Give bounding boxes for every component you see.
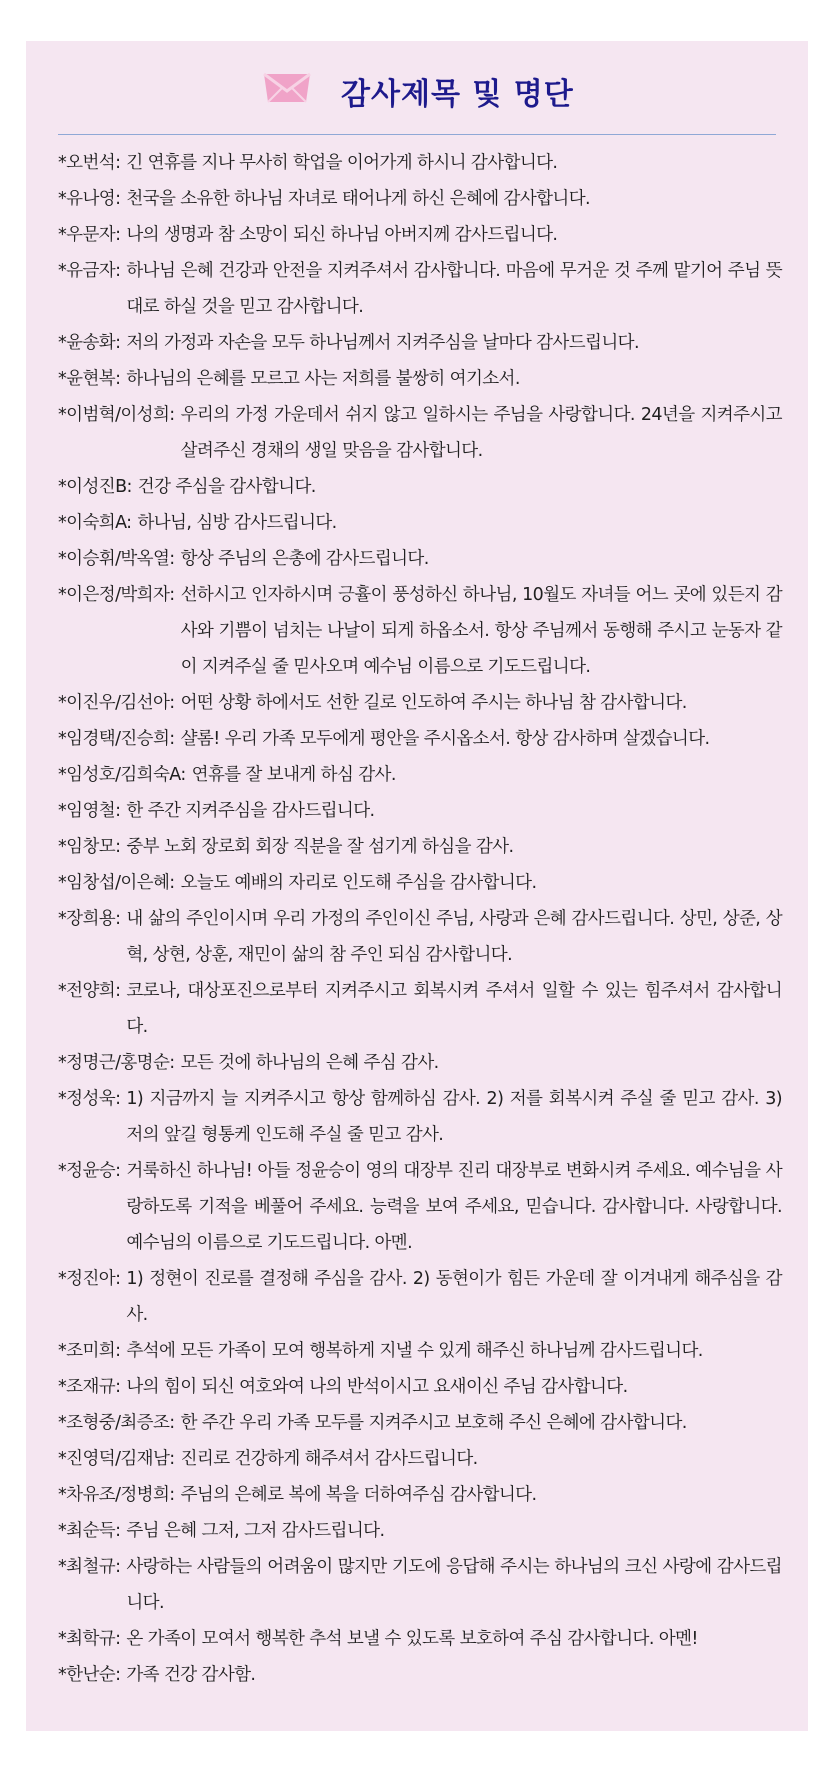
entry-message: 주님 은혜 그저, 그저 감사드립니다. [126, 1521, 385, 1541]
entry-message: 모든 것에 하나님의 은혜 주심 감사. [180, 1053, 439, 1073]
entry-message: 저의 가정과 자손을 모두 하나님께서 지켜주심을 날마다 감사드립니다. [126, 333, 639, 353]
list-item [58, 361, 782, 397]
entry-name: *이진우/김선아: [58, 693, 175, 713]
list-item [58, 1405, 782, 1441]
entry-message: 온 가족이 모여서 행복한 추석 보낼 수 있도록 보호하여 주심 감사합니다. 아멘! [126, 1629, 698, 1649]
entry-name: *임창섭/이은혜: [58, 873, 175, 893]
list-item [58, 1657, 782, 1693]
list-item [58, 793, 782, 829]
list-item [58, 685, 782, 721]
list-item [58, 1441, 782, 1477]
entry-name: *유나영: [58, 189, 121, 209]
entry-name: *정명근/홍명순: [58, 1053, 175, 1073]
entry-name: *정성욱: [58, 1089, 121, 1109]
divider [58, 134, 776, 135]
entry-name: *오번석: [58, 153, 121, 173]
list-item [58, 973, 782, 1045]
entry-name: *정윤승: [58, 1161, 121, 1181]
entry-name: *임성호/김희숙A: [58, 765, 186, 785]
list-item [58, 829, 782, 865]
list-item [58, 721, 782, 757]
entry-name: *이성진B: [58, 477, 132, 497]
list-item [58, 505, 782, 541]
entry-name: *장희용: [58, 909, 121, 929]
entry-message: 오늘도 예배의 자리로 인도해 주심을 감사합니다. [180, 873, 537, 893]
entry-name: *최철규: [58, 1557, 121, 1577]
entry-message: 하나님, 심방 감사드립니다. [137, 513, 337, 533]
entry-name: *전양희: [58, 981, 121, 1001]
entry-message: 거룩하신 하나님! 아들 정윤승이 영의 대장부 진리 대장부로 변화시켜 주세요. 예수님을 사랑하도록 기적을 베풀어 주세요. 능력을 보여 주세요, 믿습니다. 감사합니다. 사랑합니다. 예수님의 이름으로 기도드립니다. 아멘. [126, 1161, 782, 1253]
entry-message: 연휴를 잘 보내게 하심 감사. [191, 765, 396, 785]
list-item [58, 865, 782, 901]
entry-message: 긴 연휴를 지나 무사히 학업을 이어가게 하시니 감사합니다. [126, 153, 558, 173]
entry-message: 나의 힘이 되신 여호와여 나의 반석이시고 요새이신 주님 감사합니다. [126, 1377, 628, 1397]
entry-message: 코로나, 대상포진으로부터 지켜주시고 회복시켜 주셔서 일할 수 있는 힘주셔서 감사합니다. [126, 981, 782, 1037]
entry-name: *조미희: [58, 1341, 121, 1361]
entry-message: 1) 지금까지 늘 지켜주시고 항상 함께하심 감사. 2) 저를 회복시켜 주실 줄 믿고 감사. 3) 저의 앞길 형통케 인도해 주실 줄 믿고 감사. [126, 1089, 782, 1145]
list-item [58, 1153, 782, 1261]
entry-message: 나의 생명과 참 소망이 되신 하나님 아버지께 감사드립니다. [126, 225, 558, 245]
list-item [58, 1621, 782, 1657]
entry-name: *이범혁/이성희: [58, 405, 175, 425]
entry-name: *조재규: [58, 1377, 121, 1397]
entry-name: *조형중/최증조: [58, 1413, 175, 1433]
entry-message: 항상 주님의 은총에 감사드립니다. [180, 549, 429, 569]
entry-name: *진영덕/김재남: [58, 1449, 175, 1469]
entry-message: 한 주간 우리 가족 모두를 지켜주시고 보호해 주신 은혜에 감사합니다. [180, 1413, 687, 1433]
entry-message: 천국을 소유한 하나님 자녀로 태어나게 하신 은혜에 감사합니다. [126, 189, 591, 209]
list-item [58, 1477, 782, 1513]
entry-message: 선하시고 인자하시며 긍휼이 풍성하신 하나님, 10월도 자녀들 어느 곳에 있든지 감사와 기쁨이 넘치는 나날이 되게 하옵소서. 항상 주님께서 동행해 주시고 눈동자 같이 지켜주실 줄 믿사오며 예수님 이름으로 기도드립니다. [180, 585, 782, 677]
entry-name: *이숙희A: [58, 513, 132, 533]
entry-message: 샬롬! 우리 가족 모두에게 평안을 주시옵소서. 항상 감사하며 살겠습니다. [180, 729, 710, 749]
entry-message: 주님의 은혜로 복에 복을 더하여주심 감사합니다. [180, 1485, 537, 1505]
thanks-list [58, 145, 782, 1693]
entry-message: 하나님 은혜 건강과 안전을 지켜주셔서 감사합니다. 마음에 무거운 것 주께 맡기어 주님 뜻대로 하실 것을 믿고 감사합니다. [126, 261, 782, 317]
list-item [58, 1261, 782, 1333]
entry-name: *윤송화: [58, 333, 121, 353]
entry-name: *윤현복: [58, 369, 121, 389]
entry-name: *유금자: [58, 261, 121, 281]
list-item [58, 1333, 782, 1369]
list-item [58, 397, 782, 469]
list-item [58, 901, 782, 973]
entry-name: *최학규: [58, 1629, 121, 1649]
entry-name: *차유조/정병희: [58, 1485, 175, 1505]
entry-message: 진리로 건강하게 해주셔서 감사드립니다. [180, 1449, 478, 1469]
header [26, 41, 808, 133]
list-item [58, 541, 782, 577]
list-item [58, 469, 782, 505]
entry-message: 내 삶의 주인이시며 우리 가정의 주인이신 주님, 사랑과 은혜 감사드립니다. 상민, 상준, 상혁, 상현, 상훈, 재민이 삶의 참 주인 되심 감사합니다. [126, 909, 782, 965]
thanks-panel [26, 41, 808, 1731]
list-item [58, 145, 782, 181]
list-item [58, 181, 782, 217]
list-item [58, 1513, 782, 1549]
entry-name: *정진아: [58, 1269, 121, 1289]
list-item [58, 577, 782, 685]
entry-name: *우문자: [58, 225, 121, 245]
list-item [58, 217, 782, 253]
list-item [58, 1081, 782, 1153]
list-item [58, 1369, 782, 1405]
list-item [58, 325, 782, 361]
entry-message: 건강 주심을 감사합니다. [137, 477, 316, 497]
entry-name: *임창모: [58, 837, 121, 857]
entry-name: *한난순: [58, 1665, 121, 1685]
entry-message: 어떤 상황 하에서도 선한 길로 인도하여 주시는 하나님 참 감사합니다. [180, 693, 687, 713]
envelope-icon [262, 71, 312, 105]
entry-name: *이승휘/박옥열: [58, 549, 175, 569]
page-title: 감사제목 및 명단 [341, 77, 574, 112]
entry-message: 가족 건강 감사함. [126, 1665, 256, 1685]
entry-message: 1) 정현이 진로를 결정해 주심을 감사. 2) 동현이가 힘든 가운데 잘 이겨내게 해주심을 감사. [126, 1269, 782, 1325]
list-item [58, 757, 782, 793]
entry-name: *임영철: [58, 801, 121, 821]
list-item [58, 253, 782, 325]
entry-message: 중부 노회 장로회 회장 직분을 잘 섬기게 하심을 감사. [126, 837, 514, 857]
entry-message: 사랑하는 사람들의 어려움이 많지만 기도에 응답해 주시는 하나님의 크신 사랑에 감사드립니다. [126, 1557, 782, 1613]
list-item [58, 1549, 782, 1621]
entry-message: 우리의 가정 가운데서 쉬지 않고 일하시는 주님을 사랑합니다. 24년을 지켜주시고 살려주신 경채의 생일 맞음을 감사합니다. [180, 405, 782, 461]
list-item [58, 1045, 782, 1081]
entry-name: *최순득: [58, 1521, 121, 1541]
entry-name: *이은정/박희자: [58, 585, 175, 605]
entry-message: 추석에 모든 가족이 모여 행복하게 지낼 수 있게 해주신 하나님께 감사드립니다. [126, 1341, 703, 1361]
entry-message: 한 주간 지켜주심을 감사드립니다. [126, 801, 375, 821]
entry-message: 하나님의 은혜를 모르고 사는 저희를 불쌍히 여기소서. [126, 369, 520, 389]
entry-name: *임경택/진승희: [58, 729, 175, 749]
